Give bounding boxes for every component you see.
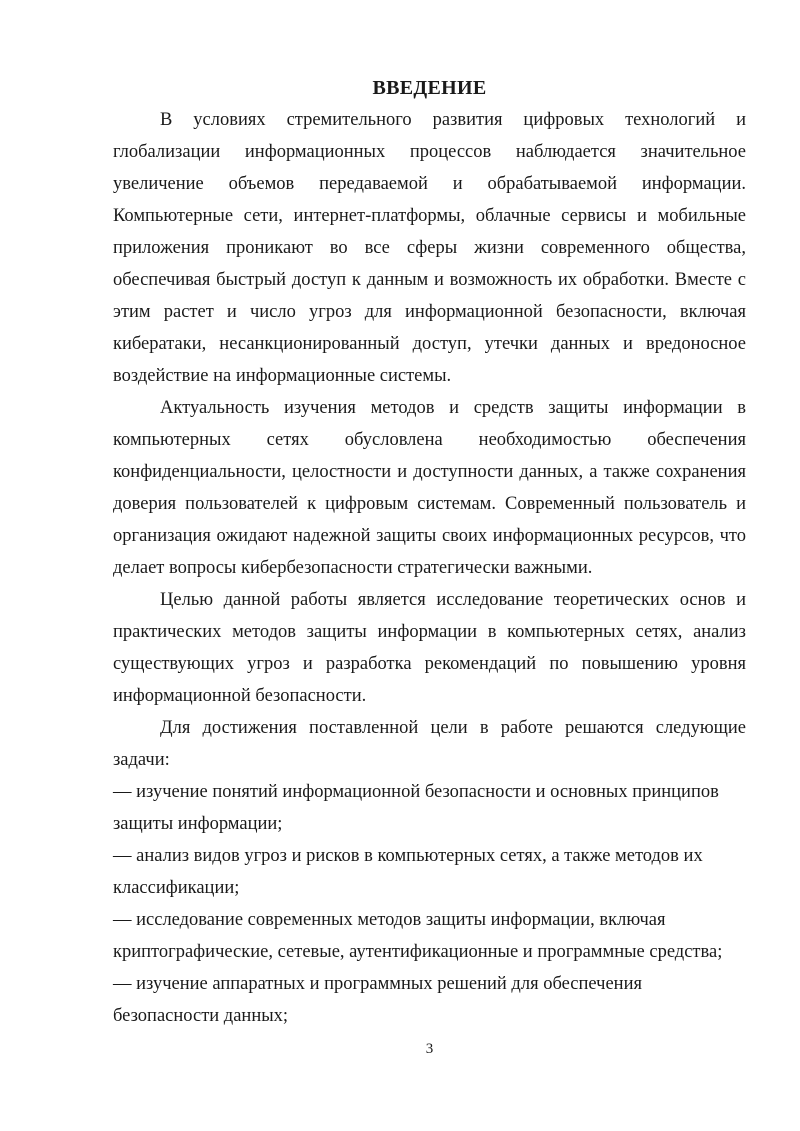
task-item-3: — исследование современных методов защиты информации, включая криптографические, сетевые, аутентификационные и программные средства; <box>113 910 723 962</box>
task-item-2: — анализ видов угроз и рисков в компьютерных сетях, а также методов их классификации; <box>113 846 703 898</box>
paragraph-intro: В условиях стремительного развития цифровых технологий и глобализации информационных процессов наблюдается значительное увеличение объемов передаваемой и обрабатываемой информации. Компьютерные сети, интернет-платформы, облачные сервисы и мобильные приложения проникают во все сферы жизни современного общества, обеспечивая быстрый доступ к данным и возможность их обработки. Вместе с этим растет и число угроз для информационной безопасности, включая кибератаки, несанкционированный доступ, утечки данных и вредоносное воздействие на информационные системы. <box>113 110 746 386</box>
document-content <box>113 72 746 1032</box>
page-title: ВВЕДЕНИЕ <box>372 77 487 99</box>
paragraph-goal: Целью данной работы является исследование теоретических основ и практических методов защиты информации в компьютерных сетях, анализ существующих угроз и разработка рекомендаций по повышению уровня информационной безопасности. <box>113 590 746 706</box>
task-item-4: — изучение аппаратных и программных решений для обеспечения безопасности данных; <box>113 974 642 1026</box>
paragraph-relevance: Актуальность изучения методов и средств защиты информации в компьютерных сетях обусловлена необходимостью обеспечения конфиденциальности, целостности и доступности данных, а также сохранения доверия пользователей к цифровым системам. Современный пользователь и организация ожидают надежной защиты своих информационных ресурсов, что делает вопросы кибербезопасности стратегически важными. <box>113 398 746 578</box>
task-item-1: — изучение понятий информационной безопасности и основных принципов защиты информации; <box>113 782 719 834</box>
paragraph-tasks-lead: Для достижения поставленной цели в работе решаются следующие задачи: <box>113 718 746 770</box>
page-number: 3 <box>425 1041 434 1057</box>
